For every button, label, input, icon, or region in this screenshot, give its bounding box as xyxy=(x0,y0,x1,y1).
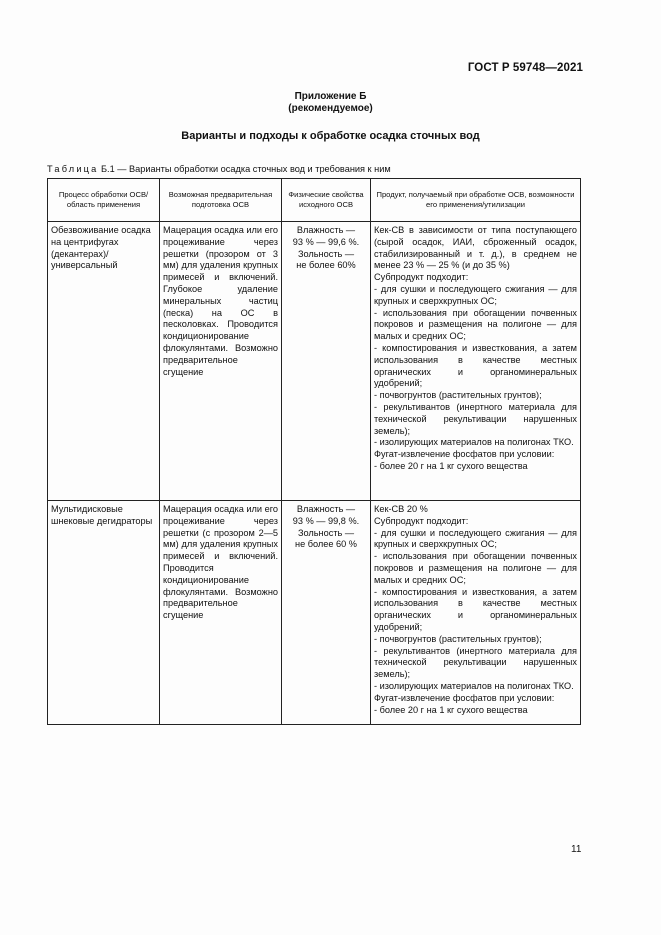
row1-product-line: Фугат-извлечение фосфатов при условии: xyxy=(374,449,555,460)
row1-product-line: - для сушки и последующего сжигания — для крупных и сверхкрупных ОС; xyxy=(374,283,577,306)
row2-product-line: Субпродукт подходит: xyxy=(374,515,469,526)
row1-product-line: - компостирования и известкования, а затем использования в качестве местных органических и органоминеральных удобрений; xyxy=(374,342,577,389)
row2-preparation: Мацерация осадка или его процеживание через решетки (с прозором 2—5 мм) для удаления крупных примесей и включений. Проводится кондиционирование флокулянтами. Возможно предварительное сгущение xyxy=(160,501,282,725)
row1-moisture-value: 93 % — 99,6 %. xyxy=(292,236,360,247)
row1-product-line: - изолирующих материалов на полигонах ТКО. xyxy=(374,437,574,448)
row1-properties xyxy=(282,222,371,501)
row1-product-line: - использования при обогащении почвенных покровов и размещения на полигоне — для малых и средних ОС; xyxy=(374,307,577,342)
table-header-row xyxy=(48,179,581,222)
row1-moisture-label: Влажность — xyxy=(296,225,356,235)
row1-ash-value: не более 60% xyxy=(296,260,356,271)
row2-product-line: Кек-СВ 20 % xyxy=(374,504,428,514)
page-number: 11 xyxy=(571,844,582,855)
row2-ash-label: Зольность — xyxy=(297,527,355,538)
row2-process: Мультидисковые шнековые дегидраторы xyxy=(48,501,160,725)
appendix-status: (рекомендуемое) xyxy=(288,103,373,114)
row1-product xyxy=(371,222,581,501)
row1-ash-label: Зольность — xyxy=(297,248,355,259)
table-row xyxy=(48,222,581,501)
appendix-title: Варианты и подходы к обработке осадка сточных вод xyxy=(181,130,480,142)
row2-product xyxy=(371,501,581,725)
row1-preparation: Мацерация осадка или его процеживание через решетки (прозором от 3 мм) для удаления крупных примесей и включений. Глубокое удаление минеральных частиц (песка) на ОС в песколовках. Проводится кондиционирование флокулянтами. Возможно предварительное сгущение xyxy=(160,222,282,501)
row2-product-line: - использования при обогащении почвенных покровов и размещения на полигоне — для малых и средних ОС; xyxy=(374,551,577,585)
row2-product-line: - изолирующих материалов на полигонах ТКО. xyxy=(374,680,574,691)
appendix-heading xyxy=(0,91,661,115)
table-caption-label: Таблица xyxy=(47,164,99,174)
row1-product-line: Субпродукт подходит: xyxy=(374,272,469,283)
table-row xyxy=(48,501,581,725)
row2-product-line: - рекультивантов (инертного материала для технической рекультивации нарушенных земель); xyxy=(374,645,577,680)
row2-moisture-value: 93 % — 99,8 %. xyxy=(292,515,360,526)
row2-properties xyxy=(282,501,371,725)
row2-product-line: Фугат-извлечение фосфатов при условии: xyxy=(374,692,555,703)
header-process: Процесс обработки ОСВ/область применения xyxy=(48,179,160,222)
row2-product-line: - для сушки и последующего сжигания — для крупных и сверхкрупных ОС; xyxy=(374,527,577,550)
table-caption xyxy=(47,164,391,174)
row1-product-line: - рекультивантов (инертного материала для технической рекультивации нарушенных земель); xyxy=(374,401,577,436)
row2-product-line: - компостирования и известкования, а затем использования в качестве местных органических и органоминеральных удобрений; xyxy=(374,586,577,632)
appendix-label: Приложение Б xyxy=(294,91,367,102)
standard-number: ГОСТ Р 59748—2021 xyxy=(467,62,583,74)
header-properties: Физические свойства исходного ОСВ xyxy=(282,179,371,222)
row2-ash-value: не более 60 % xyxy=(295,539,357,550)
row2-product-line: - почвогрунтов (растительных грунтов); xyxy=(374,633,542,644)
row2-product-line: - более 20 г на 1 кг сухого вещества xyxy=(374,704,528,715)
row1-product-line: Кек-СВ в зависимости от типа поступающего (сырой осадок, ИАИ, сброженный осадок, стабилизированный и т. д.), в среднем не менее 23 % — 25 % (и до 35 %) xyxy=(374,225,577,271)
row1-product-line: - более 20 г на 1 кг сухого вещества xyxy=(374,460,528,471)
row2-moisture-label: Влажность — xyxy=(296,504,356,514)
treatment-options-table xyxy=(47,178,581,725)
header-preparation: Возможная предварительная подготовка ОСВ xyxy=(160,179,282,222)
row1-process: Обезвоживание осадка на центрифугах (декантерах)/универсальный xyxy=(48,222,160,501)
header-product: Продукт, получаемый при обработке ОСВ, возможности его применения/утилизации xyxy=(371,179,581,222)
table-caption-text: Б.1 — Варианты обработки осадка сточных вод и требования к ним xyxy=(98,164,391,174)
row1-product-line: - почвогрунтов (растительных грунтов); xyxy=(374,390,542,401)
